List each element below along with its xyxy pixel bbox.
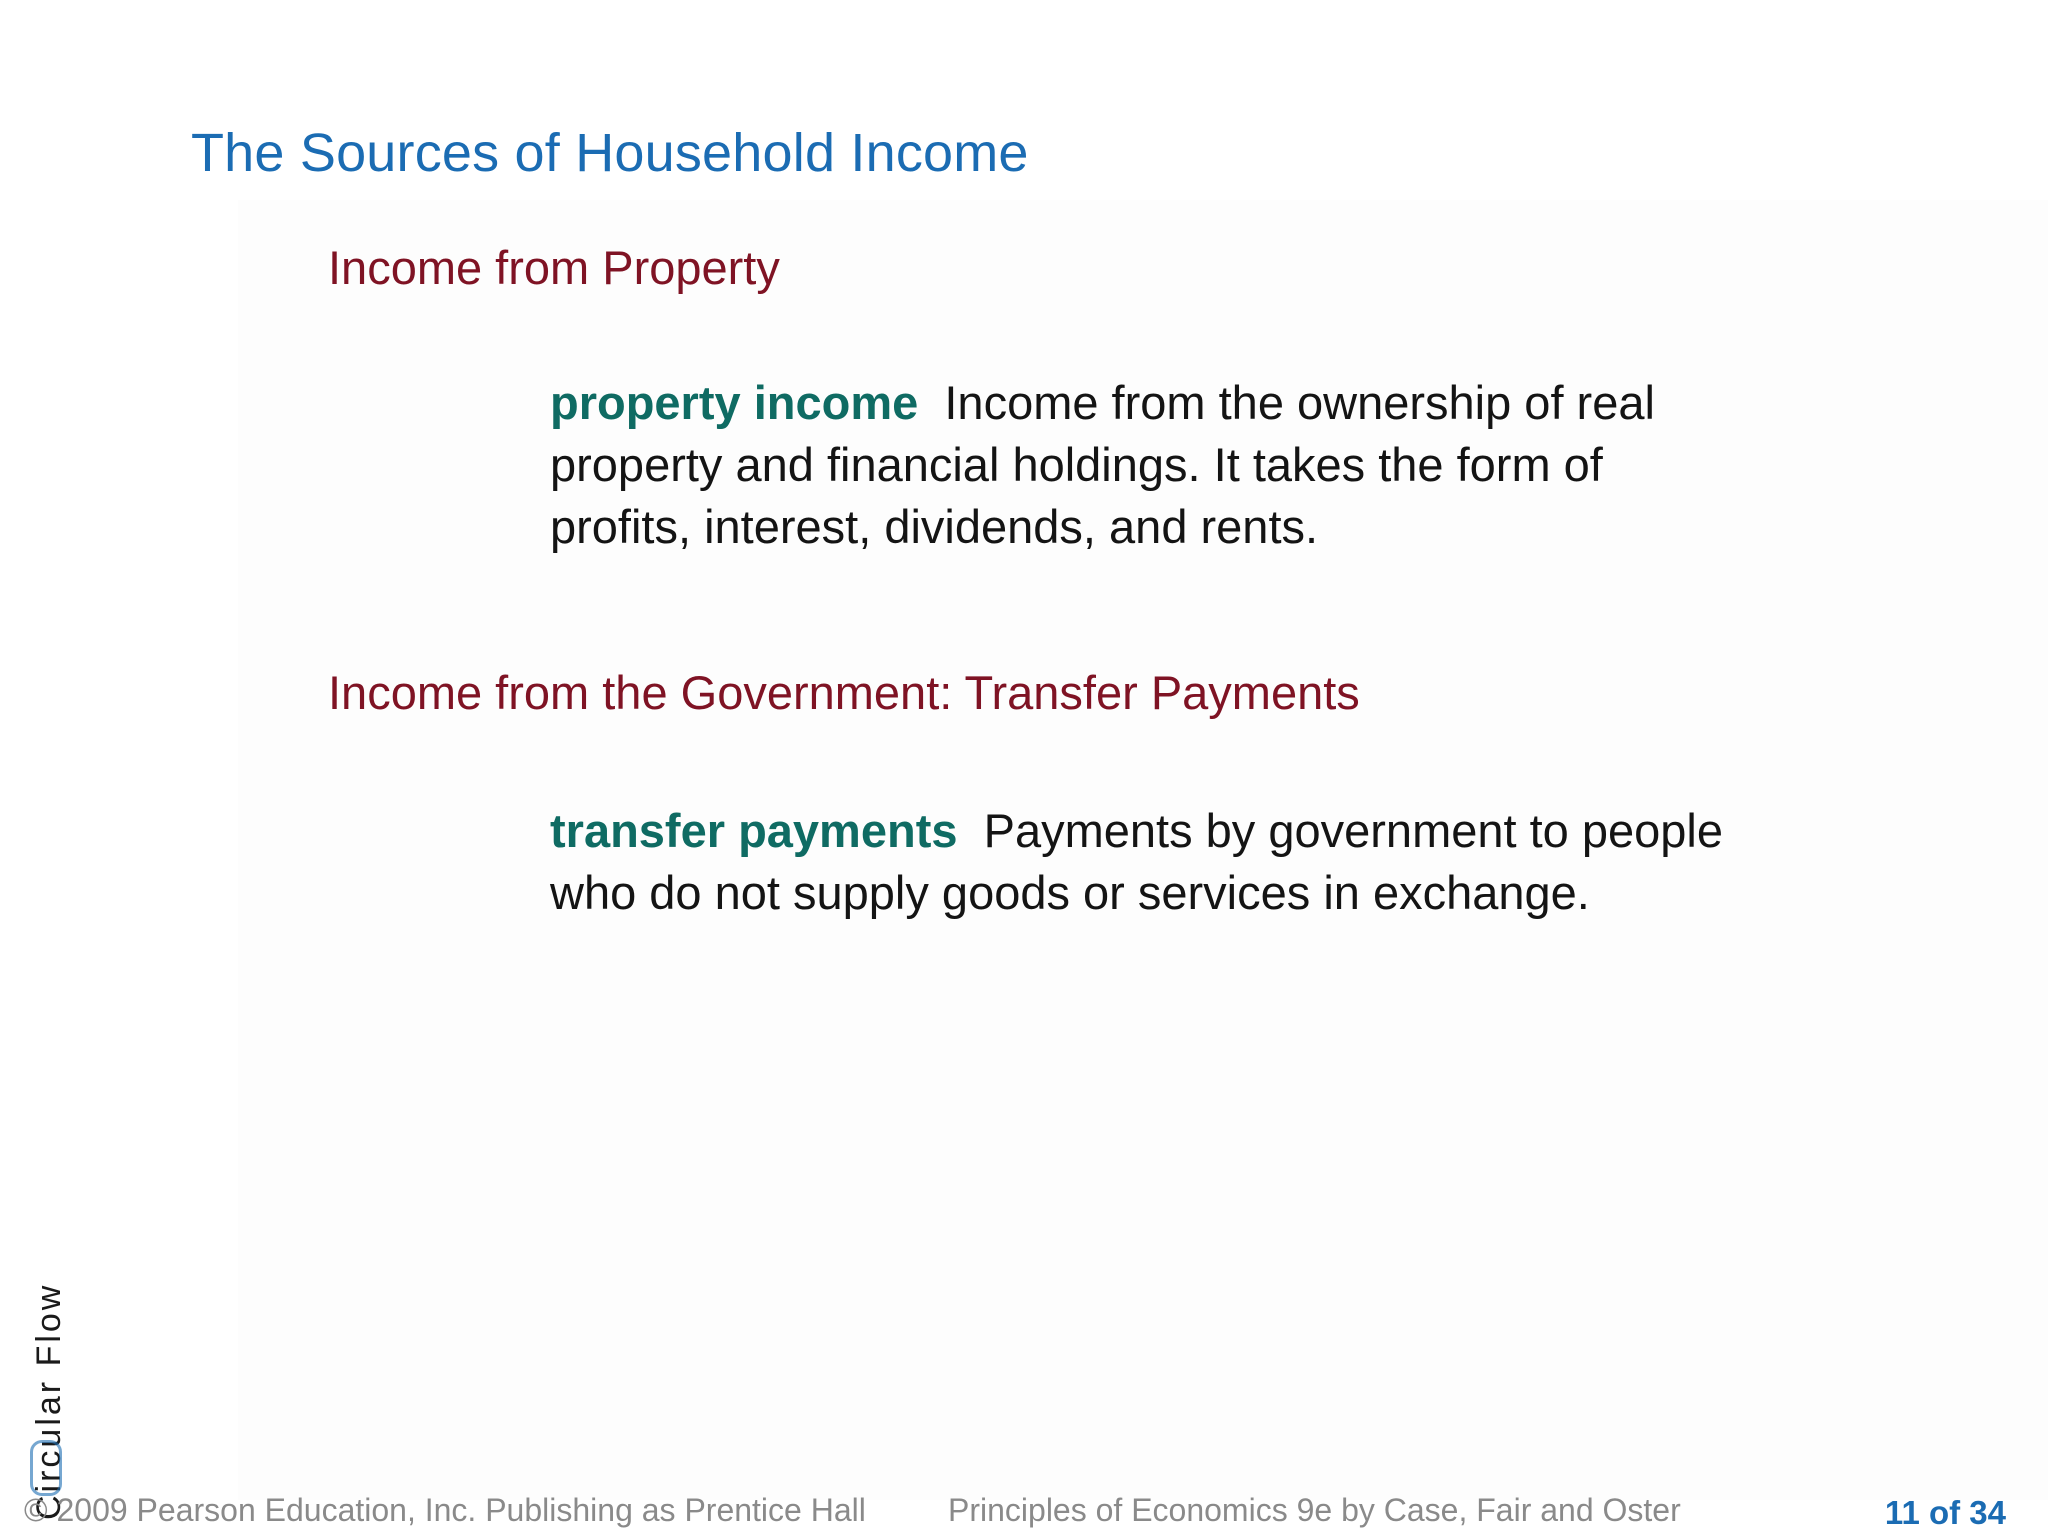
footer-copyright: © 2009 Pearson Education, Inc. Publishing as Prentice Hall xyxy=(24,1492,866,1528)
slide-page-number: 11 of 34 xyxy=(1884,1494,2006,1531)
slide-footer xyxy=(24,1490,2024,1530)
definition-text-transfer-payments: Payments by government to people who do not supply goods or services in exchange. xyxy=(550,804,1724,919)
side-section-label-text: Circular Flow xyxy=(30,1282,68,1520)
definition-property-income xyxy=(550,372,1730,558)
term-transfer-payments: transfer payments xyxy=(550,804,958,857)
footer-book-title: Principles of Economics 9e by Case, Fair and Oster xyxy=(948,1492,1681,1528)
section-heading-government: Income from the Government: Transfer Payments xyxy=(328,666,1360,719)
definition-transfer-payments xyxy=(550,800,1730,924)
term-property-income: property income xyxy=(550,376,919,429)
side-logo-icon xyxy=(30,1440,62,1496)
slide-title: The Sources of Household Income xyxy=(191,123,1029,183)
section-heading-property: Income from Property xyxy=(328,241,780,294)
definition-text-property-income: Income from the ownership of real property and financial holdings. It takes the form of profits, interest, dividends, and rents. xyxy=(550,376,1655,553)
